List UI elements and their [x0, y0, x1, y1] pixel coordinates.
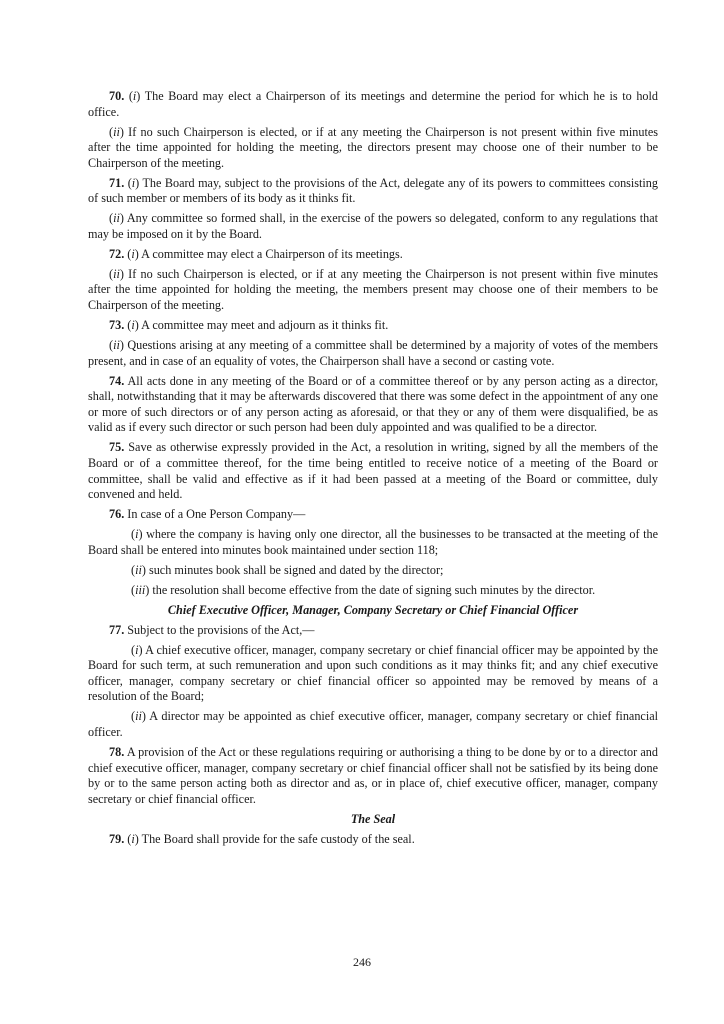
regulation-76-iii: (iii) the resolution shall become effective from the date of signing such minutes by the director. — [131, 582, 596, 597]
paragraph-text: A committee may elect a Chairperson of its meetings. — [141, 246, 403, 261]
regulation-number: 78. — [109, 745, 125, 759]
regulation-77 — [88, 623, 658, 639]
clause-marker: ii — [113, 338, 120, 353]
paragraph-text: In case of a One Person Company— — [127, 507, 306, 522]
regulation-73-ii: (ii) Questions arising at any meeting of a committee shall be determined by a majority of votes of the members present, and in case of an equality of votes, the Chairperson shall have a second or casting vote. — [88, 338, 659, 368]
regulation-number: 70. — [109, 89, 125, 103]
clause-marker: i — [135, 642, 139, 657]
paragraph-text: All acts done in any meeting of the Board or of a committee thereof or by any person acting as a director, shall, notwithstanding that it may be afterwards discovered that there was some defect in the appointment of any one or more of such directors or of any person acting as aforesaid, or that they or any of them were disqualified, be as valid as if every such director or such person had been duly appointed and was qualified to be a director. — [88, 373, 658, 435]
clause-marker: ii — [113, 266, 120, 281]
regulation-74 — [88, 374, 658, 436]
clause-marker: ii — [113, 211, 120, 226]
clause-marker: i — [131, 175, 136, 190]
paragraph-text: The Board shall provide for the safe custody of the seal. — [141, 831, 415, 846]
paragraph-text: Save as otherwise expressly provided in the Act, a resolution in writing, signed by all the members of the Board or of a committee thereof, for the time being entitled to receive notice of a meeting of the Board or committee, shall be valid and effective as if it had been passed at a meeting of the Board or committee, duly convened and held. — [88, 440, 658, 502]
paragraph-text: The Board may elect a Chairperson of its meetings and determine the period for which he is to hold office. — [88, 89, 659, 119]
paragraph-text: A director may be appointed as chief executive officer, manager, company secretary or chief financial officer. — [88, 709, 659, 740]
regulation-71-ii: (ii) Any committee so formed shall, in the exercise of the powers so delegated, conform to any regulations that may be imposed on it by the Board. — [88, 211, 659, 241]
paragraph-text: If no such Chairperson is elected, or if at any meeting the Chairperson is not present within five minutes after the time appointed for holding the meeting, the members present may choose one of their members to be Chairperson of the meeting. — [88, 266, 659, 313]
section-heading-seal: The Seal — [350, 811, 396, 826]
regulation-71-i: 71. (i) The Board may, subject to the provisions of the Act, delegate any of its powers to committees consisting of such member or members of its body as it thinks fit. — [88, 175, 658, 206]
regulation-number: 79. — [109, 831, 125, 846]
paragraph-text: such minutes book shall be signed and dated by the director; — [148, 562, 444, 577]
paragraph-text: A provision of the Act or these regulations requiring or authorising a thing to be done by or to a director and chief executive officer, manager, company secretary or chief financial officer shall not be satisfied by its being done by or to the same person acting both as director and as, or in place of, chief executive officer, manager, company secretary or chief financial officer. — [88, 745, 658, 806]
section-heading-officers: Chief Executive Officer, Manager, Company Secretary or Chief Financial Officer — [167, 602, 579, 617]
clause-marker: ii — [135, 562, 142, 577]
clause-marker: ii — [113, 124, 120, 139]
regulation-76-i: (i) where the company is having only one director, all the businesses to be transacted at the meeting of the Board shall be entered into minutes book maintained under section 118; — [88, 527, 658, 557]
page-number: 246 — [353, 955, 371, 969]
paragraph-text: The Board may, subject to the provisions of the Act, delegate any of its powers to committees consisting of such member or members of its body as it thinks fit. — [88, 175, 658, 206]
regulation-number: 75. — [109, 440, 125, 455]
paragraph-text: A committee may meet and adjourn as it thinks fit. — [141, 318, 389, 333]
regulation-77-i: (i) A chief executive officer, manager, company secretary or chief financial officer may be appointed by the Board for such term, at such remuneration and upon such conditions as it may thinks fit; and any chief executive officer, manager, company secretary or chief financial officer so appointed may be removed by means of a resolution of the Board; — [88, 642, 658, 704]
regulation-70-ii: (ii) If no such Chairperson is elected, or if at any meeting the Chairperson is not present within five minutes after the time appointed for holding the meeting, the directors present may choose one of their number to be Chairperson of the meeting. — [88, 124, 659, 170]
paragraph-text: If no such Chairperson is elected, or if at any meeting the Chairperson is not present within five minutes after the time appointed for holding the meeting, the directors present may choose one of their number to be Chairperson of the meeting. — [88, 124, 659, 170]
clause-marker: i — [131, 318, 135, 333]
regulation-number: 77. — [109, 622, 125, 637]
paragraph-text: Questions arising at any meeting of a committee shall be determined by a majority of votes of the members present, and in case of an equality of votes, the Chairperson shall have a second or casting vote. — [88, 338, 659, 368]
paragraph-text: where the company is having only one director, all the businesses to be transacted at the meeting of the Board shall be entered into minutes book maintained under section 118; — [88, 527, 658, 557]
regulation-78 — [88, 745, 658, 807]
clause-marker: i — [132, 89, 137, 103]
paragraph-text: A chief executive officer, manager, company secretary or chief financial officer may be appointed by the Board for such term, at such remuneration and upon such conditions as it may thinks fit; and any chief executive officer, manager, company secretary or chief financial officer so appointed may be removed by means of a resolution of the Board; — [88, 642, 658, 704]
paragraph-text: the resolution shall become effective from the date of signing such minutes by the director. — [152, 582, 596, 597]
regulation-77-ii: (ii) A director may be appointed as chief executive officer, manager, company secretary or chief financial officer. — [88, 709, 659, 740]
document-body — [88, 89, 658, 852]
regulation-number: 73. — [109, 318, 125, 333]
regulation-72-i: 72. (i) A committee may elect a Chairperson of its meetings. — [109, 246, 403, 261]
regulation-79-i: 79. (i) The Board shall provide for the safe custody of the seal. — [109, 831, 415, 846]
paragraph-text: Any committee so formed shall, in the exercise of the powers so delegated, conform to any regulations that may be imposed on it by the Board. — [88, 211, 659, 241]
clause-marker: i — [135, 527, 139, 542]
clause-marker: i — [131, 831, 135, 846]
clause-marker: ii — [135, 709, 142, 724]
clause-marker: i — [131, 246, 135, 261]
regulation-72-ii: (ii) If no such Chairperson is elected, or if at any meeting the Chairperson is not present within five minutes after the time appointed for holding the meeting, the members present may choose one of their members to be Chairperson of the meeting. — [88, 266, 659, 313]
regulation-75 — [88, 440, 658, 502]
paragraph-text: Subject to the provisions of the Act,— — [127, 622, 315, 637]
regulation-number: 71. — [109, 175, 125, 190]
regulation-76 — [88, 507, 658, 523]
clause-marker: iii — [135, 582, 146, 597]
regulation-70-i: 70. (i) The Board may elect a Chairperson of its meetings and determine the period for which he is to hold office. — [88, 89, 659, 119]
regulation-76-ii: (ii) such minutes book shall be signed and dated by the director; — [131, 562, 444, 577]
regulation-number: 76. — [109, 507, 125, 522]
regulation-number: 74. — [109, 373, 125, 388]
regulation-73-i: 73. (i) A committee may meet and adjourn as it thinks fit. — [109, 318, 389, 333]
regulation-number: 72. — [109, 246, 125, 261]
